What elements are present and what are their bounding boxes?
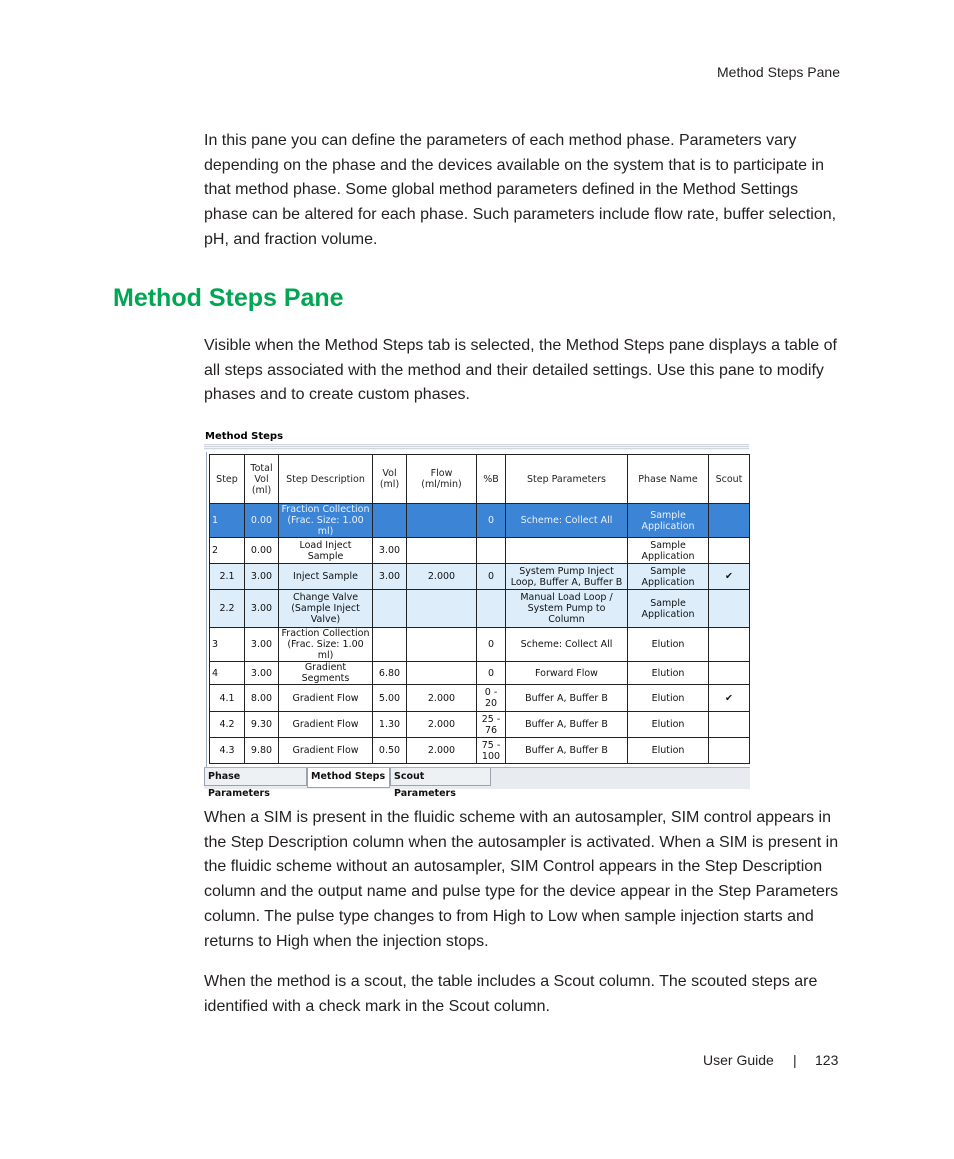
cell-vol: [373, 590, 407, 628]
cell-total-vol: 3.00: [245, 564, 279, 590]
table-row[interactable]: [210, 504, 750, 538]
cell-flow: [407, 538, 477, 564]
cell-flow: 2.000: [407, 685, 477, 712]
cell-step-parameters: Buffer A, Buffer B: [506, 738, 628, 764]
intro-paragraph: In this pane you can define the parameters of each method phase. Parameters vary depending on the phase and the devices available on the system that is to participate in that method phase. Some global method parameters defined in the Method Settings phase can be altered for each phase. Such parameters include flow rate, buffer selection, pH, and fraction volume.: [204, 132, 837, 248]
cell-step-parameters: Scheme: Collect All: [506, 504, 628, 538]
tab-phase-parameters[interactable]: Phase Parameters: [204, 768, 307, 786]
scout-check-icon: ✔: [709, 564, 750, 590]
cell-phase-name: Sample Application: [628, 564, 709, 590]
cell-step: 4: [210, 662, 245, 685]
cell-phase-name: Elution: [628, 685, 709, 712]
table-row[interactable]: [210, 564, 750, 590]
cell-vol: 3.00: [373, 564, 407, 590]
column-header[interactable]: Step Parameters: [506, 455, 628, 504]
cell-total-vol: 3.00: [245, 662, 279, 685]
column-header[interactable]: Flow (ml/min): [407, 455, 477, 504]
cell-step-parameters: Buffer A, Buffer B: [506, 685, 628, 712]
cell-step: 4.1: [210, 685, 245, 712]
cell-phase-name: Elution: [628, 662, 709, 685]
table-header-row: [210, 455, 750, 504]
cell-phase-name: Sample Application: [628, 504, 709, 538]
cell-step-description: Gradient Segments: [279, 662, 373, 685]
table-row[interactable]: [210, 738, 750, 764]
cell-percent-b: 0: [477, 504, 506, 538]
cell-percent-b: 0: [477, 628, 506, 662]
column-header[interactable]: Step: [210, 455, 245, 504]
cell-step-parameters: System Pump Inject Loop, Buffer A, Buffer B: [506, 564, 628, 590]
cell-percent-b: 25 - 76: [477, 712, 506, 738]
table-row[interactable]: [210, 590, 750, 628]
tab-scout-parameters[interactable]: Scout Parameters: [390, 768, 491, 786]
cell-percent-b: 0: [477, 564, 506, 590]
pane-title: Method Steps: [205, 431, 284, 442]
cell-phase-name: Elution: [628, 628, 709, 662]
cell-step-parameters: Forward Flow: [506, 662, 628, 685]
cell-step-parameters: Manual Load Loop / System Pump to Column: [506, 590, 628, 628]
section-paragraph: Visible when the Method Steps tab is selected, the Method Steps pane displays a table of all steps associated with the method and their detailed settings. Use this pane to modify phases and to create custom phases.: [204, 337, 837, 404]
cell-total-vol: 3.00: [245, 590, 279, 628]
cell-phase-name: Sample Application: [628, 590, 709, 628]
cell-scout: [709, 590, 750, 628]
title-rule: [204, 444, 749, 450]
cell-step-description: Inject Sample: [279, 564, 373, 590]
cell-flow: [407, 628, 477, 662]
cell-vol: 0.50: [373, 738, 407, 764]
cell-vol: 1.30: [373, 712, 407, 738]
table-row[interactable]: [210, 685, 750, 712]
cell-total-vol: 3.00: [245, 628, 279, 662]
cell-scout: [709, 628, 750, 662]
cell-percent-b: 0: [477, 662, 506, 685]
cell-step-description: Change Valve (Sample Inject Valve): [279, 590, 373, 628]
cell-flow: [407, 504, 477, 538]
cell-flow: [407, 590, 477, 628]
cell-step-description: Gradient Flow: [279, 712, 373, 738]
cell-step: 2.1: [210, 564, 245, 590]
cell-vol: [373, 504, 407, 538]
cell-step-parameters: Buffer A, Buffer B: [506, 712, 628, 738]
cell-flow: [407, 662, 477, 685]
cell-phase-name: Elution: [628, 712, 709, 738]
cell-vol: 6.80: [373, 662, 407, 685]
cell-total-vol: 9.80: [245, 738, 279, 764]
cell-phase-name: Sample Application: [628, 538, 709, 564]
table-row[interactable]: [210, 628, 750, 662]
cell-step: 1: [210, 504, 245, 538]
cell-step-description: Load Inject Sample: [279, 538, 373, 564]
cell-percent-b: 75 - 100: [477, 738, 506, 764]
steps-grid-area: [206, 452, 751, 770]
method-steps-figure: [204, 430, 750, 799]
column-header[interactable]: Step Description: [279, 455, 373, 504]
cell-step-description: Gradient Flow: [279, 685, 373, 712]
cell-total-vol: 0.00: [245, 504, 279, 538]
cell-step-parameters: Scheme: Collect All: [506, 628, 628, 662]
scout-check-icon: ✔: [709, 685, 750, 712]
cell-step-description: Fraction Collection (Frac. Size: 1.00 ml): [279, 628, 373, 662]
footer-doc-label: User Guide: [703, 1052, 774, 1068]
pane-tab-bar: [204, 767, 750, 799]
method-steps-table: [209, 454, 750, 764]
cell-scout: [709, 738, 750, 764]
cell-vol: [373, 628, 407, 662]
tab-method-steps[interactable]: Method Steps: [307, 768, 390, 788]
cell-scout: [709, 538, 750, 564]
cell-step: 2: [210, 538, 245, 564]
cell-percent-b: [477, 538, 506, 564]
cell-scout: [709, 662, 750, 685]
cell-percent-b: 0 - 20: [477, 685, 506, 712]
cell-step: 4.3: [210, 738, 245, 764]
column-header[interactable]: Scout: [709, 455, 750, 504]
table-row[interactable]: [210, 712, 750, 738]
cell-scout: [709, 712, 750, 738]
cell-flow: 2.000: [407, 712, 477, 738]
cell-scout: [709, 504, 750, 538]
column-header[interactable]: Total Vol (ml): [245, 455, 279, 504]
cell-step-description: Gradient Flow: [279, 738, 373, 764]
scout-paragraph: When the method is a scout, the table includes a Scout column. The scouted steps are identified with a check mark in the Scout column.: [204, 973, 818, 1015]
sim-paragraph: When a SIM is present in the fluidic scheme with an autosampler, SIM control appears in the Step Description column when the autosampler is activated. When a SIM is present in the fluidic scheme without an autosampler, SIM Control appears in the Step Description column and the output name and pulse type for the device appear in the Step Parameters column. The pulse type changes to from High to Low when sample injection starts and returns to High when the injection stops.: [204, 809, 839, 950]
cell-total-vol: 8.00: [245, 685, 279, 712]
table-row[interactable]: [210, 662, 750, 685]
cell-step-parameters: [506, 538, 628, 564]
cell-vol: 3.00: [373, 538, 407, 564]
section-heading: Method Steps Pane: [113, 284, 344, 312]
cell-step: 4.2: [210, 712, 245, 738]
column-header[interactable]: Vol (ml): [373, 455, 407, 504]
cell-total-vol: 9.30: [245, 712, 279, 738]
cell-step: 2.2: [210, 590, 245, 628]
cell-step-description: Fraction Collection (Frac. Size: 1.00 ml): [279, 504, 373, 538]
cell-phase-name: Elution: [628, 738, 709, 764]
cell-percent-b: [477, 590, 506, 628]
cell-flow: 2.000: [407, 564, 477, 590]
table-row[interactable]: [210, 538, 750, 564]
page-number: 123: [815, 1052, 839, 1068]
cell-vol: 5.00: [373, 685, 407, 712]
column-header[interactable]: %B: [477, 455, 506, 504]
column-header[interactable]: Phase Name: [628, 455, 709, 504]
cell-flow: 2.000: [407, 738, 477, 764]
footer-separator: |: [793, 1052, 797, 1068]
cell-total-vol: 0.00: [245, 538, 279, 564]
cell-step: 3: [210, 628, 245, 662]
running-head: Method Steps Pane: [717, 64, 840, 80]
